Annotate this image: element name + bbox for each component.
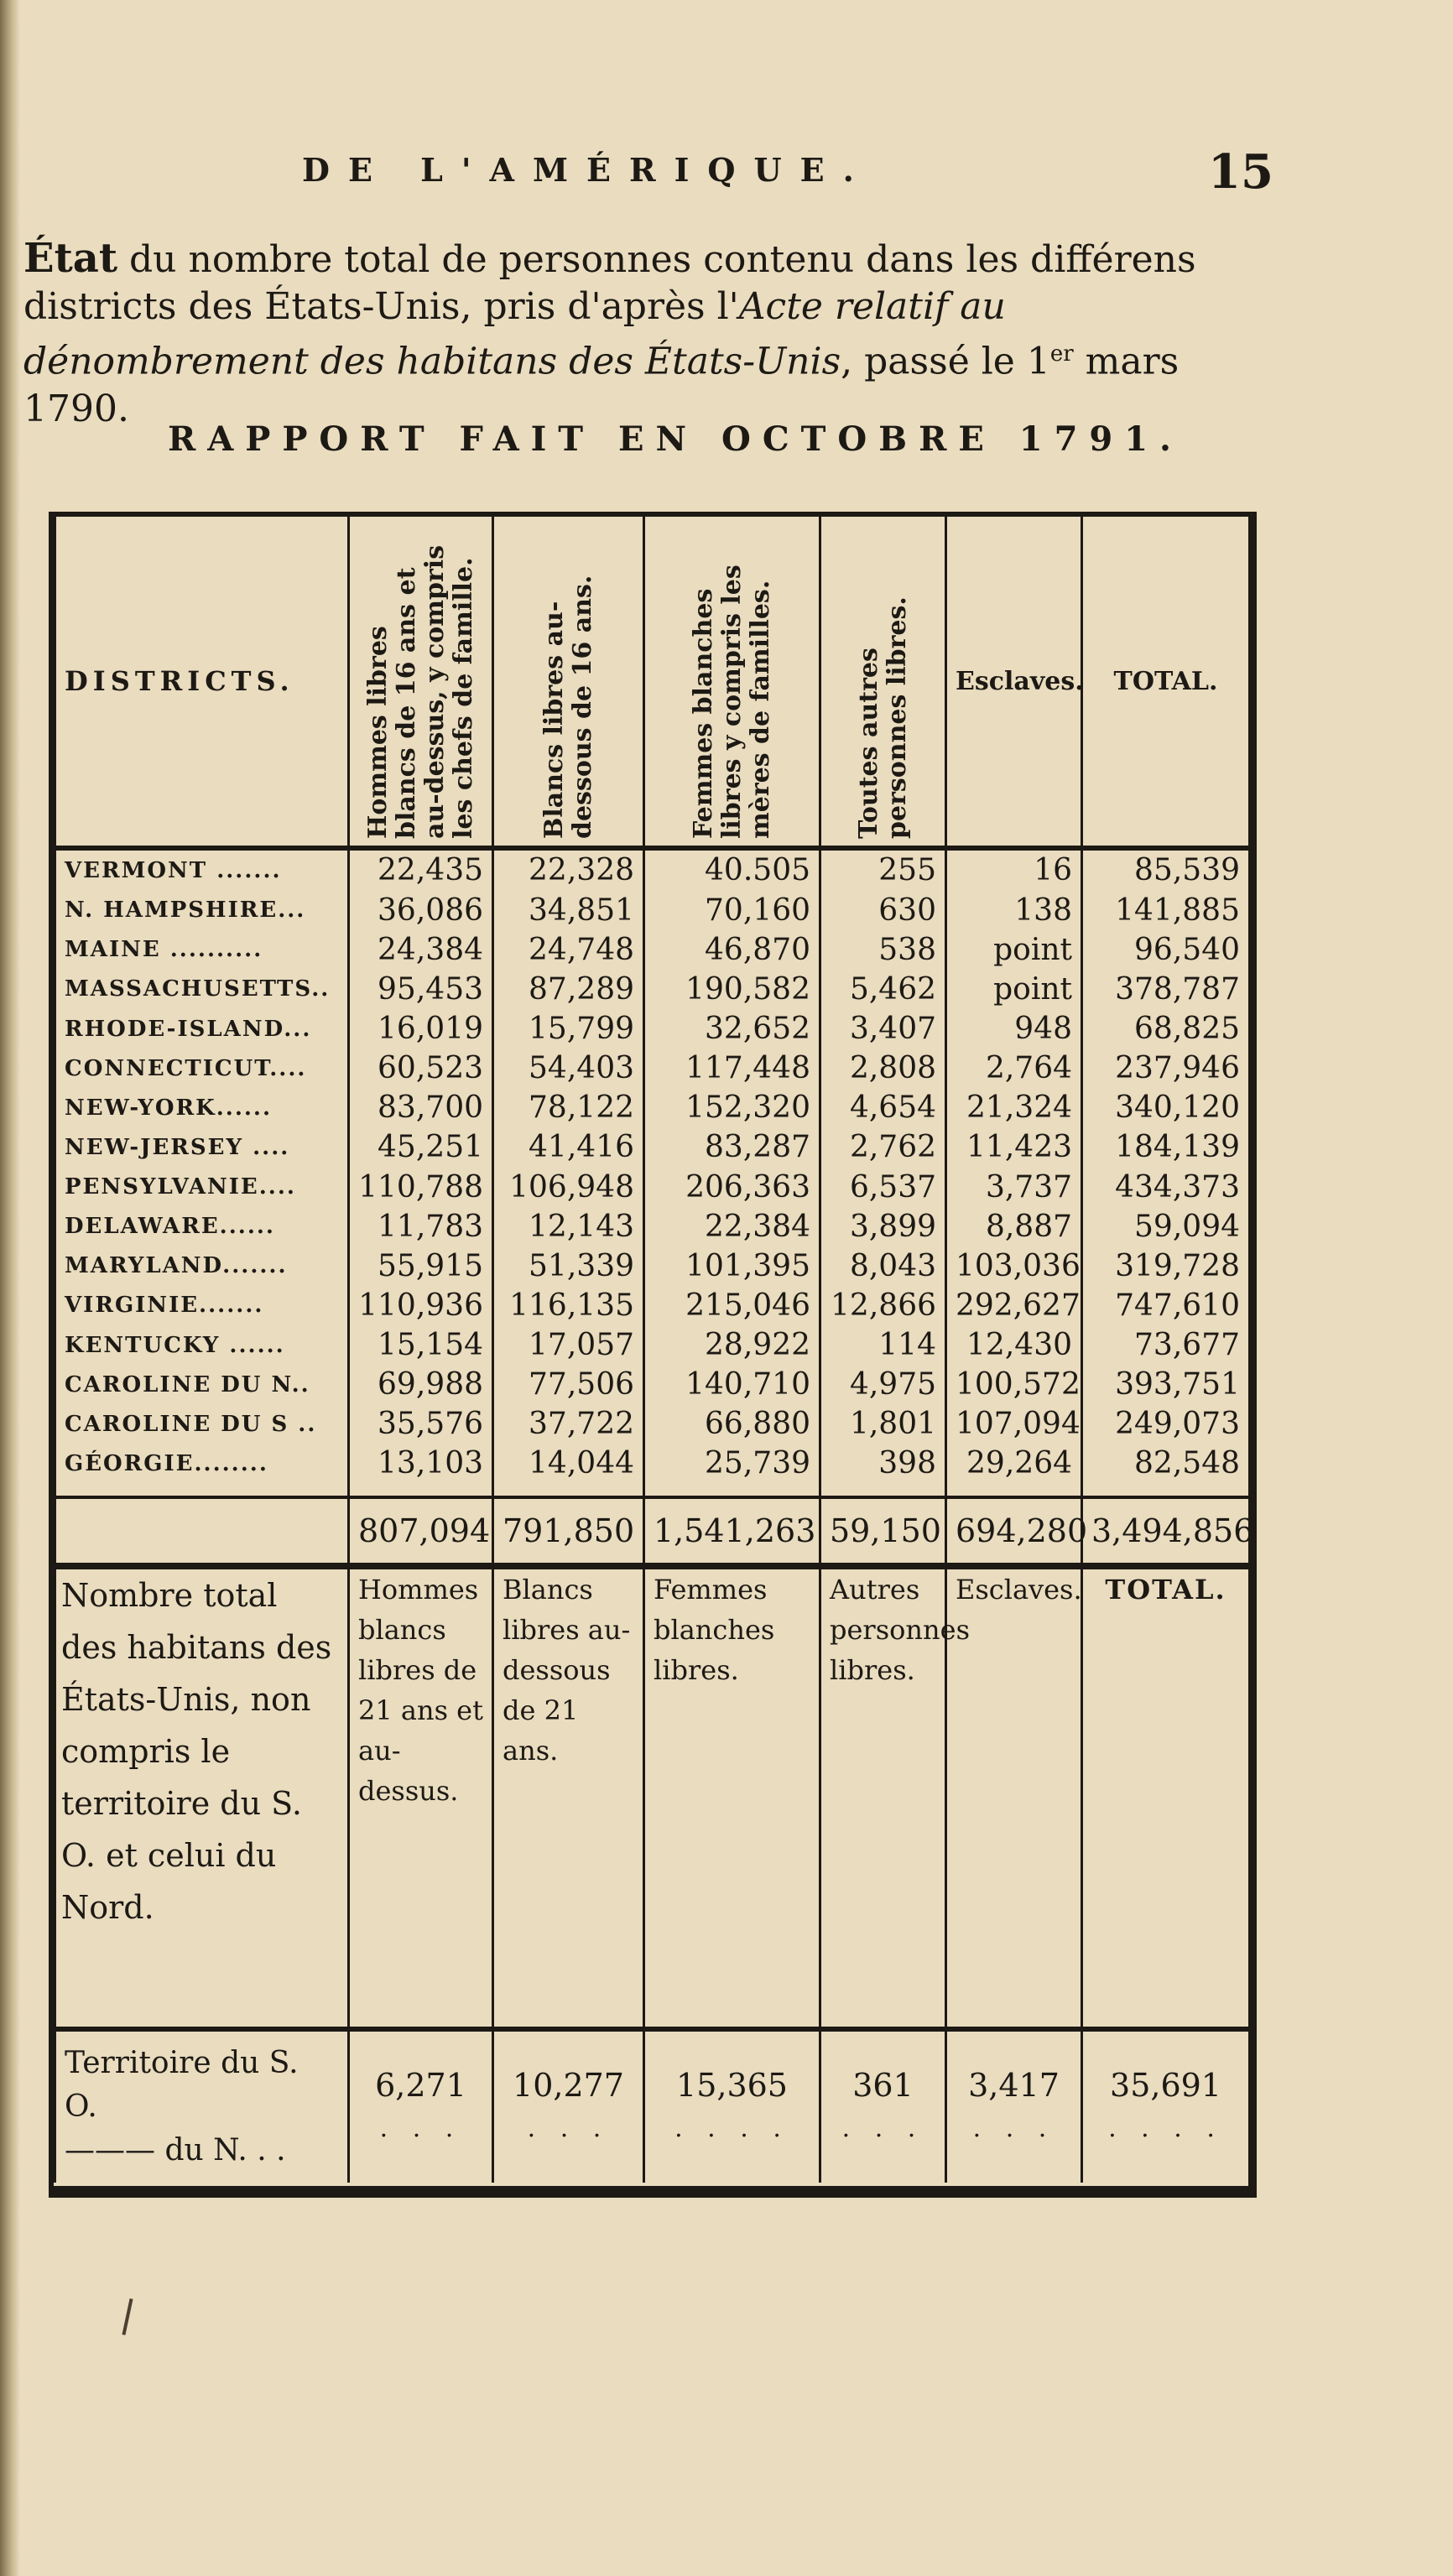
table-row bbox=[55, 1444, 1250, 1483]
cell-blancs: 17,057 bbox=[493, 1325, 644, 1365]
table-row bbox=[55, 1325, 1250, 1365]
header-hommes-cell bbox=[349, 517, 493, 848]
cell-femmes: 66,880 bbox=[644, 1404, 820, 1444]
territoire-hommes: 6,271 bbox=[375, 2067, 466, 2105]
summary-femmes: Femmes blanches libres. bbox=[644, 1566, 820, 2029]
cell-hommes: 69,988 bbox=[349, 1365, 493, 1404]
cell-hommes: 16,019 bbox=[349, 1009, 493, 1049]
cell-autres: 12,866 bbox=[820, 1286, 946, 1325]
cell-femmes: 46,870 bbox=[644, 930, 820, 970]
ink-mark bbox=[122, 2298, 133, 2335]
table-row bbox=[55, 891, 1250, 930]
cell-femmes: 117,448 bbox=[644, 1049, 820, 1088]
census-table bbox=[54, 517, 1254, 2183]
table-row bbox=[55, 848, 1250, 891]
cell-femmes: 152,320 bbox=[644, 1088, 820, 1127]
intro-paragraph bbox=[23, 235, 1282, 433]
cell-blancs: 37,722 bbox=[493, 1404, 644, 1444]
cell-femmes: 70,160 bbox=[644, 891, 820, 930]
cell-autres: 114 bbox=[820, 1325, 946, 1365]
district-name: NEW-JERSEY .... bbox=[55, 1127, 349, 1167]
cell-esclaves: 103,036 bbox=[946, 1246, 1082, 1286]
territoire-esclaves-dots: . . . bbox=[972, 2114, 1055, 2144]
cell-esclaves: 138 bbox=[946, 891, 1082, 930]
header-total: TOTAL. bbox=[1082, 517, 1250, 848]
cell-hommes: 11,783 bbox=[349, 1207, 493, 1246]
cell-hommes: 24,384 bbox=[349, 930, 493, 970]
cell-esclaves: 2,764 bbox=[946, 1049, 1082, 1088]
cell-esclaves: 3,737 bbox=[946, 1167, 1082, 1206]
table-row bbox=[55, 1127, 1250, 1167]
cell-hommes: 45,251 bbox=[349, 1127, 493, 1167]
cell-femmes: 32,652 bbox=[644, 1009, 820, 1049]
cell-total: 434,373 bbox=[1082, 1167, 1250, 1206]
cell-hommes: 55,915 bbox=[349, 1246, 493, 1286]
intro-superscript: er bbox=[1049, 341, 1074, 367]
cell-autres: 5,462 bbox=[820, 970, 946, 1009]
territoire-label-n: ——— du N. . . bbox=[65, 2133, 286, 2168]
territoire-femmes: 15,365 bbox=[676, 2067, 788, 2105]
cell-autres: 2,762 bbox=[820, 1127, 946, 1167]
cell-hommes: 35,576 bbox=[349, 1404, 493, 1444]
page-number: 15 bbox=[1208, 144, 1273, 200]
intro-act-title: Acte relatif au dénombrement des habitans des États-Unis bbox=[23, 285, 1006, 383]
intro-lead-word: État bbox=[23, 235, 118, 282]
cell-blancs: 12,143 bbox=[493, 1207, 644, 1246]
territoire-esclaves: 3,417 bbox=[968, 2067, 1060, 2105]
district-name: CAROLINE DU N.. bbox=[55, 1365, 349, 1404]
header-femmes-cell bbox=[644, 517, 820, 848]
cell-esclaves: point bbox=[946, 970, 1082, 1009]
territoire-femmes-cell bbox=[644, 2029, 820, 2183]
district-name: NEW-YORK...... bbox=[55, 1088, 349, 1127]
cell-esclaves: 16 bbox=[946, 848, 1082, 891]
table-row bbox=[55, 1207, 1250, 1246]
territoire-esclaves-cell bbox=[946, 2029, 1082, 2183]
running-head bbox=[0, 144, 1453, 201]
cell-femmes: 140,710 bbox=[644, 1365, 820, 1404]
summary-blancs: Blancs libres au-dessous de 21 ans. bbox=[493, 1566, 644, 2029]
district-name: MASSACHUSETTS.. bbox=[55, 970, 349, 1009]
cell-autres: 6,537 bbox=[820, 1167, 946, 1206]
cell-femmes: 25,739 bbox=[644, 1444, 820, 1483]
cell-esclaves: 12,430 bbox=[946, 1325, 1082, 1365]
totals-empty-cell bbox=[55, 1497, 349, 1567]
table-row bbox=[55, 1088, 1250, 1127]
cell-autres: 538 bbox=[820, 930, 946, 970]
district-name: VIRGINIE....... bbox=[55, 1286, 349, 1325]
cell-hommes: 60,523 bbox=[349, 1049, 493, 1088]
district-name: GÉORGIE........ bbox=[55, 1444, 349, 1483]
cell-esclaves: 21,324 bbox=[946, 1088, 1082, 1127]
cell-hommes: 95,453 bbox=[349, 970, 493, 1009]
running-head-title: DE L'AMÉRIQUE. bbox=[302, 151, 872, 189]
total-femmes: 1,541,263 bbox=[644, 1497, 820, 1567]
cell-blancs: 41,416 bbox=[493, 1127, 644, 1167]
summary-row bbox=[55, 1566, 1250, 2029]
report-heading: RAPPORT FAIT EN OCTOBRE 1791. bbox=[168, 419, 1183, 459]
intro-text-1: du nombre total de personnes contenu dans les différens districts des États-Unis, pris d'après l' bbox=[23, 238, 1196, 328]
cell-total: 59,094 bbox=[1082, 1207, 1250, 1246]
summary-description: Nombre total des habitans des États-Unis, non compris le territoire du S. O. et celui du Nord. bbox=[55, 1566, 349, 2029]
cell-total: 237,946 bbox=[1082, 1049, 1250, 1088]
cell-autres: 398 bbox=[820, 1444, 946, 1483]
total-grand: 3,494,856 bbox=[1082, 1497, 1250, 1567]
cell-hommes: 110,788 bbox=[349, 1167, 493, 1206]
cell-femmes: 206,363 bbox=[644, 1167, 820, 1206]
cell-blancs: 106,948 bbox=[493, 1167, 644, 1206]
district-name: CAROLINE DU S .. bbox=[55, 1404, 349, 1444]
header-row bbox=[55, 517, 1250, 848]
cell-blancs: 77,506 bbox=[493, 1365, 644, 1404]
cell-blancs: 87,289 bbox=[493, 970, 644, 1009]
spacer-row bbox=[55, 1483, 1250, 1496]
district-name: DELAWARE...... bbox=[55, 1207, 349, 1246]
territoire-row bbox=[55, 2029, 1250, 2183]
header-districts: DISTRICTS. bbox=[55, 517, 349, 848]
intro-text-3: mars 1790. bbox=[23, 340, 1180, 430]
header-hommes: Hommes libres blancs de 16 ans et au-dessus, y compris les chefs de famille. bbox=[362, 544, 478, 839]
cell-total: 378,787 bbox=[1082, 970, 1250, 1009]
cell-hommes: 15,154 bbox=[349, 1325, 493, 1365]
district-name: RHODE-ISLAND... bbox=[55, 1009, 349, 1049]
territoire-autres-cell bbox=[820, 2029, 946, 2183]
cell-blancs: 51,339 bbox=[493, 1246, 644, 1286]
territoire-autres: 361 bbox=[852, 2067, 914, 2105]
header-blancs-cell bbox=[493, 517, 644, 848]
cell-autres: 2,808 bbox=[820, 1049, 946, 1088]
cell-esclaves: 107,094 bbox=[946, 1404, 1082, 1444]
cell-femmes: 22,384 bbox=[644, 1207, 820, 1246]
cell-hommes: 36,086 bbox=[349, 891, 493, 930]
summary-total: TOTAL. bbox=[1082, 1566, 1250, 2029]
cell-hommes: 110,936 bbox=[349, 1286, 493, 1325]
territoire-hommes-cell bbox=[349, 2029, 493, 2183]
cell-blancs: 14,044 bbox=[493, 1444, 644, 1483]
cell-total: 85,539 bbox=[1082, 848, 1250, 891]
cell-hommes: 83,700 bbox=[349, 1088, 493, 1127]
totals-row bbox=[55, 1497, 1250, 1567]
summary-hommes: Hommes blancs libres de 21 ans et au-dessus. bbox=[349, 1566, 493, 2029]
cell-blancs: 54,403 bbox=[493, 1049, 644, 1088]
cell-femmes: 101,395 bbox=[644, 1246, 820, 1286]
table-row bbox=[55, 1049, 1250, 1088]
cell-esclaves: 29,264 bbox=[946, 1444, 1082, 1483]
total-autres: 59,150 bbox=[820, 1497, 946, 1567]
table-row bbox=[55, 970, 1250, 1009]
cell-autres: 3,899 bbox=[820, 1207, 946, 1246]
territoire-total-cell bbox=[1082, 2029, 1250, 2183]
cell-esclaves: 100,572 bbox=[946, 1365, 1082, 1404]
header-esclaves: Esclaves. bbox=[946, 517, 1082, 848]
cell-esclaves: 8,887 bbox=[946, 1207, 1082, 1246]
summary-esclaves: Esclaves. bbox=[946, 1566, 1082, 2029]
cell-total: 73,677 bbox=[1082, 1325, 1250, 1365]
territoire-total-dots: . . . . bbox=[1108, 2114, 1223, 2144]
cell-autres: 630 bbox=[820, 891, 946, 930]
cell-blancs: 24,748 bbox=[493, 930, 644, 970]
territoire-femmes-dots: . . . . bbox=[674, 2114, 789, 2144]
territoire-autres-dots: . . . bbox=[841, 2114, 924, 2144]
district-name: N. HAMPSHIRE... bbox=[55, 891, 349, 930]
cell-esclaves: 948 bbox=[946, 1009, 1082, 1049]
cell-autres: 4,654 bbox=[820, 1088, 946, 1127]
total-blancs: 791,850 bbox=[493, 1497, 644, 1567]
header-femmes: Femmes blanches libres y compris les mères de familles. bbox=[688, 565, 775, 839]
territoire-label bbox=[55, 2029, 349, 2183]
territoire-blancs-dots: . . . bbox=[527, 2114, 610, 2144]
territoire-hommes-dots: . . . bbox=[379, 2114, 462, 2144]
cell-femmes: 215,046 bbox=[644, 1286, 820, 1325]
table-row bbox=[55, 1365, 1250, 1404]
cell-total: 82,548 bbox=[1082, 1444, 1250, 1483]
table-row bbox=[55, 1286, 1250, 1325]
cell-total: 319,728 bbox=[1082, 1246, 1250, 1286]
cell-blancs: 78,122 bbox=[493, 1088, 644, 1127]
district-name: MARYLAND....... bbox=[55, 1246, 349, 1286]
total-hommes: 807,094 bbox=[349, 1497, 493, 1567]
cell-femmes: 28,922 bbox=[644, 1325, 820, 1365]
table-row bbox=[55, 1167, 1250, 1206]
cell-autres: 3,407 bbox=[820, 1009, 946, 1049]
territoire-label-so: Territoire du S. O. bbox=[65, 2046, 299, 2125]
cell-total: 141,885 bbox=[1082, 891, 1250, 930]
cell-femmes: 40.505 bbox=[644, 848, 820, 891]
cell-femmes: 190,582 bbox=[644, 970, 820, 1009]
territoire-blancs: 10,277 bbox=[513, 2067, 624, 2105]
district-name: CONNECTICUT.... bbox=[55, 1049, 349, 1088]
book-gutter-shadow bbox=[0, 0, 20, 2576]
district-name: VERMONT ....... bbox=[55, 848, 349, 891]
cell-autres: 255 bbox=[820, 848, 946, 891]
table-row bbox=[55, 1246, 1250, 1286]
territoire-total: 35,691 bbox=[1110, 2067, 1221, 2105]
cell-femmes: 83,287 bbox=[644, 1127, 820, 1167]
cell-total: 68,825 bbox=[1082, 1009, 1250, 1049]
district-name: MAINE .......... bbox=[55, 930, 349, 970]
header-autres-cell bbox=[820, 517, 946, 848]
census-table-frame bbox=[49, 512, 1257, 2198]
cell-total: 249,073 bbox=[1082, 1404, 1250, 1444]
header-blancs: Blancs libres au-dessous de 16 ans. bbox=[539, 575, 597, 839]
cell-esclaves: 11,423 bbox=[946, 1127, 1082, 1167]
cell-total: 96,540 bbox=[1082, 930, 1250, 970]
cell-autres: 8,043 bbox=[820, 1246, 946, 1286]
territoire-blancs-cell bbox=[493, 2029, 644, 2183]
cell-hommes: 13,103 bbox=[349, 1444, 493, 1483]
cell-autres: 4,975 bbox=[820, 1365, 946, 1404]
cell-total: 747,610 bbox=[1082, 1286, 1250, 1325]
cell-blancs: 116,135 bbox=[493, 1286, 644, 1325]
district-name: KENTUCKY ...... bbox=[55, 1325, 349, 1365]
cell-esclaves: 292,627 bbox=[946, 1286, 1082, 1325]
total-esclaves: 694,280 bbox=[946, 1497, 1082, 1567]
table-row bbox=[55, 930, 1250, 970]
cell-total: 340,120 bbox=[1082, 1088, 1250, 1127]
cell-total: 393,751 bbox=[1082, 1365, 1250, 1404]
table-row bbox=[55, 1404, 1250, 1444]
cell-esclaves: point bbox=[946, 930, 1082, 970]
intro-text-2: , passé le 1 bbox=[841, 340, 1050, 383]
summary-autres: Autres personnes libres. bbox=[820, 1566, 946, 2029]
cell-hommes: 22,435 bbox=[349, 848, 493, 891]
cell-blancs: 15,799 bbox=[493, 1009, 644, 1049]
cell-blancs: 22,328 bbox=[493, 848, 644, 891]
cell-autres: 1,801 bbox=[820, 1404, 946, 1444]
district-name: PENSYLVANIE.... bbox=[55, 1167, 349, 1206]
header-autres: Toutes autres personnes libres. bbox=[853, 596, 912, 839]
cell-blancs: 34,851 bbox=[493, 891, 644, 930]
table-row bbox=[55, 1009, 1250, 1049]
cell-total: 184,139 bbox=[1082, 1127, 1250, 1167]
